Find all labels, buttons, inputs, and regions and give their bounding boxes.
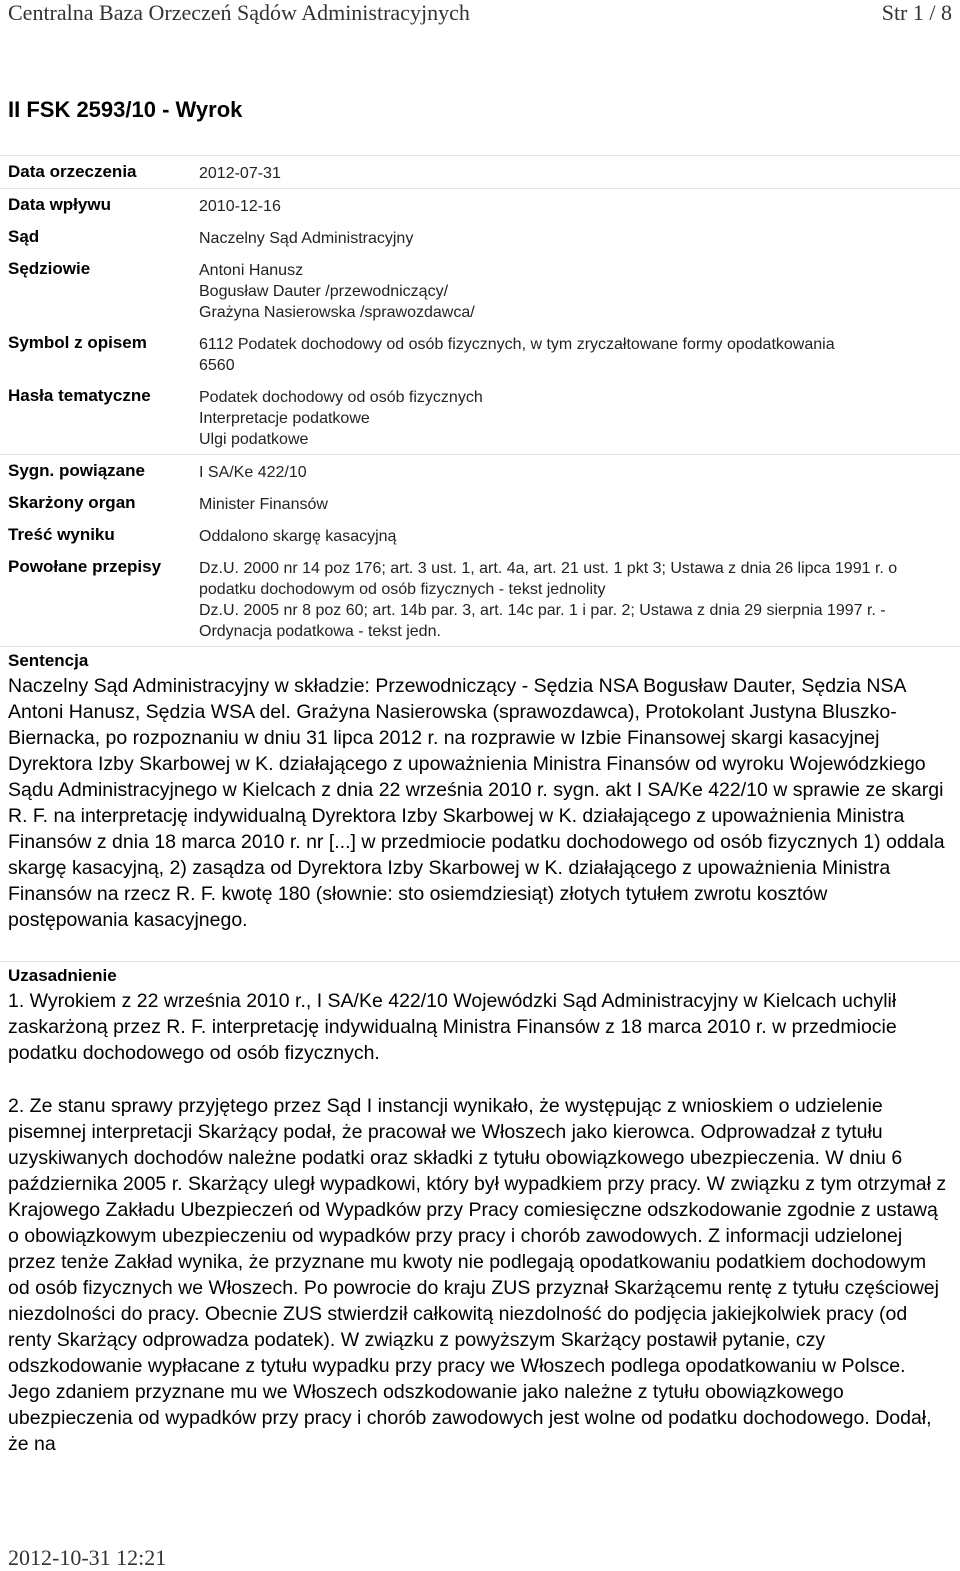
meta-row-hasla xyxy=(0,380,960,454)
meta-label: Sędziowie xyxy=(8,259,91,278)
meta-label: Sąd xyxy=(8,227,40,246)
meta-value: I SA/Ke 422/10 xyxy=(199,464,307,481)
meta-row-tresc-wyniku xyxy=(0,519,960,551)
page-header xyxy=(0,0,960,26)
metadata-table xyxy=(0,155,960,647)
meta-value: 2012-07-31 xyxy=(199,165,281,182)
meta-value: 2010-12-16 xyxy=(199,198,281,215)
meta-label: Skarżony organ xyxy=(8,493,136,512)
meta-row-sad xyxy=(0,221,960,253)
meta-value: Antoni Hanusz Bogusław Dauter /przewodniczący/ Grażyna Nasierowska /sprawozdawca/ xyxy=(199,262,475,321)
sentencja-heading: Sentencja xyxy=(8,651,89,670)
uzasadnienie-paragraph: 2. Ze stanu sprawy przyjętego przez Sąd I instancji wynikało, że występując z wnioskiem o udzielenie pisemnej interpretacji Skarżący podał, że pracował we Włoszech jako kierowca. Odprowadzał z tytułu uzyskiwanych dochodów należne podatki oraz składki z tytułu obowiązkowego ubezpieczenia. W dniu 6 października 2005 r. Skarżący uległ wypadkowi, który był wypadkiem przy pracy. W związku z tym otrzymał z Krajowego Zakładu Ubezpieczeń od Wypadków przy Pracy comiesięczne odszkodowanie zgodnie z ustawą o obowiązkowym ubezpieczeniu od wypadków przy pracy i chorób zawodowych. Z informacji udzielonej przez tenże Zakład wynika, że przyznane mu kwoty nie podlegają opodatkowaniu podatkiem dochodowym od osób fizycznych we Włoszech. Po powrocie do kraju ZUS przyznał Skarżącemu rentę z tytułu częściowej niezdolności do pracy. Obecnie ZUS stwierdził całkowitą niezdolność do podjęcia jakiejkolwiek pracy (od renty Skarżący odprowadza podatek). W związku z powyższym Skarżący postawił pytanie, czy odszkodowanie wypłacane z tytułu wypadku przy pracy we Włoszech podlega opodatkowaniu w Polsce. Jego zdaniem przyznane mu we Włoszech odszkodowanie jako należne z tytułu obowiązkowego ubezpieczenia od wypadków przy pracy i chorób zawodowych jest wolne od podatku dochodowego. Dodał, że na xyxy=(8,1095,947,1455)
meta-label: Hasła tematyczne xyxy=(8,386,151,405)
meta-row-data-orzeczenia xyxy=(0,155,960,188)
meta-label: Data wpływu xyxy=(8,195,111,214)
meta-row-symbol xyxy=(0,327,960,380)
print-timestamp: 2012-10-31 12:21 xyxy=(8,1545,167,1570)
document-title: II FSK 2593/10 - Wyrok xyxy=(8,97,243,122)
meta-row-skarzony-organ xyxy=(0,487,960,519)
meta-label: Sygn. powiązane xyxy=(8,461,145,480)
meta-label: Treść wyniku xyxy=(8,525,115,544)
meta-value: 6112 Podatek dochodowy od osób fizycznych, w tym zryczałtowane formy opodatkowania 6560 xyxy=(199,336,835,374)
divider xyxy=(0,646,960,647)
divider xyxy=(0,961,960,962)
meta-value: Naczelny Sąd Administracyjny xyxy=(199,230,414,247)
uzasadnienie-paragraph: 1. Wyrokiem z 22 września 2010 r., I SA/Ke 422/10 Wojewódzki Sąd Administracyjny w Kielcach uchylił zaskarżoną przez R. F. interpretację indywidualną Ministra Finansów z 18 marca 2010 r. w przedmiocie podatku dochodowego od osób fizycznych. xyxy=(8,990,897,1064)
meta-value: Podatek dochodowy od osób fizycznych Interpretacje podatkowe Ulgi podatkowe xyxy=(199,389,483,448)
site-title: Centralna Baza Orzeczeń Sądów Administracyjnych xyxy=(8,0,470,25)
meta-label: Powołane przepisy xyxy=(8,557,162,576)
meta-row-data-wplywu xyxy=(0,188,960,221)
meta-row-powolane-przepisy xyxy=(0,551,960,647)
meta-row-sygn-powiazane xyxy=(0,454,960,487)
meta-label: Symbol z opisem xyxy=(8,333,147,352)
page-number: Str 1 / 8 xyxy=(881,0,952,25)
meta-value: Dz.U. 2000 nr 14 poz 176; art. 3 ust. 1, art. 4a, art. 21 ust. 1 pkt 3; Ustawa z dnia 26 lipca 1991 r. o podatku dochodowym od osób fizycznych - tekst jednolity Dz.U. 2005 nr 8 poz 60; art. 14b par. 3, art. 14c par. 1 i par. 2; Ustawa z dnia 29 sierpnia 1997 r. - Ordynacja podatkowa - tekst jedn. xyxy=(199,560,898,640)
meta-value: Minister Finansów xyxy=(199,496,328,513)
uzasadnienie-heading: Uzasadnienie xyxy=(8,966,117,985)
sentencja-text: Naczelny Sąd Administracyjny w składzie: Przewodniczący - Sędzia NSA Bogusław Dauter, Sędzia NSA Antoni Hanusz, Sędzia WSA del. Grażyna Nasierowska (sprawozdawca), Protokolant Justyna Bluszko-Biernacka, po rozpoznaniu w dniu 31 lipca 2012 r. na rozprawie w Izbie Finansowej skargi kasacyjnej Dyrektora Izby Skarbowej w K. działającego z upoważnienia Ministra Finansów od wyroku Wojewódzkiego Sądu Administracyjnego w Kielcach z dnia 22 września 2010 r. sygn. akt I SA/Ke 422/10 w sprawie ze skargi R. F. na interpretację indywidualną Dyrektora Izby Skarbowej w K. działającego z upoważnienia Ministra Finansów z dnia 18 marca 2010 r. nr [...] w przedmiocie podatku dochodowego od osób fizycznych 1) oddala skargę kasacyjną, 2) zasądza od Dyrektora Izby Skarbowej w K. działającego z upoważnienia Ministra Finansów na rzecz R. F. kwotę 180 (słownie: sto osiemdziesiąt) złotych tytułem zwrotu kosztów postępowania kasacyjnego. xyxy=(8,675,945,931)
meta-row-sedziowie xyxy=(0,253,960,327)
meta-label: Data orzeczenia xyxy=(8,162,137,181)
meta-value: Oddalono skargę kasacyjną xyxy=(199,528,397,545)
